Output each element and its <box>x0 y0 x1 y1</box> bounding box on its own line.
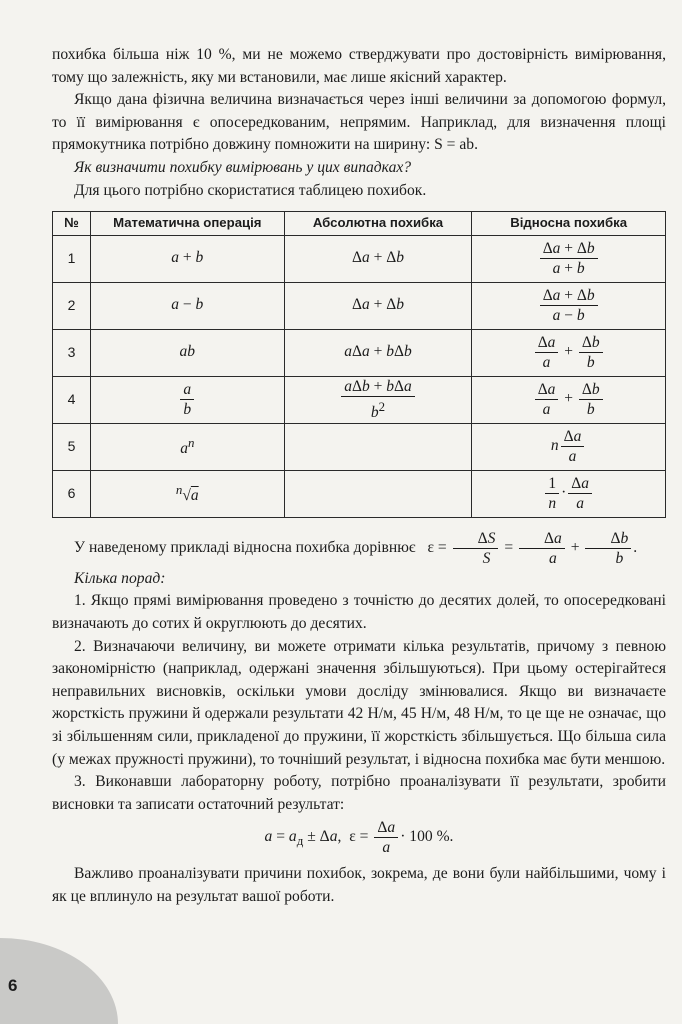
row-number: 5 <box>53 423 91 470</box>
final-paragraph: Важливо проаналізувати причини похибок, зокрема, де вони були найбільшими, чому і як це вплинуло на результат вашої роботи. <box>52 865 666 905</box>
table-row <box>53 470 666 517</box>
tip-1: 1. Якщо прямі вимірювання проведено з точністю до десятих долей, то опосередковані визначають до сотих й округлюють до десятих. <box>52 592 666 632</box>
page-number: 6 <box>8 976 18 995</box>
absolute-cell <box>284 470 472 517</box>
relative-cell: $\frac{\Delta a + \Delta b}{a + b}$ <box>472 235 666 282</box>
final-result-formula: $a = a_д \pm \Delta a$, ε = $\frac{\Delta a}{a}$ · 100 %. <box>264 819 454 857</box>
relative-cell: n $\frac{\Delta a}{a}$ <box>472 423 666 470</box>
col-header-operation: Математична операція <box>90 212 284 236</box>
example-paragraph <box>52 529 666 568</box>
col-header-number: № <box>53 212 91 236</box>
relative-cell: $\frac{\Delta a}{a}$ + $\frac{\Delta b}{b}$ <box>472 329 666 376</box>
table-row <box>53 376 666 423</box>
relative-error-formula: ε = $\frac{\Delta S}{S}$ = $\frac{\Delta a}{a}$ + $\frac{\Delta b}{b}$ . <box>427 529 638 567</box>
table-intro: Для цього потрібно скористатися таблицею похибок. <box>74 181 427 199</box>
operation-cell: a + b <box>90 235 284 282</box>
operation-cell: $a^n$ <box>90 423 284 470</box>
example-text: У наведеному прикладі відносна похибка дорівнює <box>74 538 416 556</box>
row-number: 4 <box>53 376 91 423</box>
operation-cell: $\frac{a}{b}$ <box>90 376 284 423</box>
table-header-row <box>53 212 666 236</box>
error-table <box>52 211 666 518</box>
operation-cell: a − b <box>90 282 284 329</box>
operation-cell: $^n$√a <box>90 470 284 517</box>
table-row <box>53 235 666 282</box>
table-row <box>53 282 666 329</box>
relative-cell: $\frac{\Delta a}{a}$ + $\frac{\Delta b}{b}$ <box>472 376 666 423</box>
operation-cell: ab <box>90 329 284 376</box>
tip-2: 2. Визначаючи величину, ви можете отримати кілька результатів, причому з певною закономірністю (наприклад, одержані значення збільшуються). При цьому остерігайтеся неправильних висновків, оскільки умови досліду змінювалися. Якщо ви визначаєте жорсткість пружини й одержали результати 42 Н/м, 45 Н/м, 48 Н/м, то це ще не означає, що зі збільшенням сили, прикладеної до пружини, її жорсткість збільшується. Що більша сила (у межах пружності пружини), то точніший результат, і відносна похибка має бути меншою. <box>52 637 666 768</box>
row-number: 6 <box>53 470 91 517</box>
paragraph-2: Якщо дана фізична величина визначається через інші величини за допомогою формул, то її вимірювання є опосередкованим, непрямим. Наприклад, для визначення площі прямокутника потрібно довжину помножити на ширину: S = ab. <box>52 91 666 154</box>
tip-3: 3. Виконавши лабораторну роботу, потрібно проаналізувати її результати, зробити висновки та записати остаточний результат: <box>52 773 666 813</box>
table-row <box>53 329 666 376</box>
col-header-relative: Відносна похибка <box>472 212 666 236</box>
tips-title: Кілька порад: <box>74 569 166 587</box>
absolute-cell: $\frac{\text{aΔb + bΔa}}{b^2}$ <box>284 376 472 423</box>
table-row <box>53 423 666 470</box>
row-number: 3 <box>53 329 91 376</box>
row-number: 2 <box>53 282 91 329</box>
relative-cell: $\frac{1}{n}$ · $\frac{\Delta a}{a}$ <box>472 470 666 517</box>
paragraph-1: похибка більша ніж 10 %, ми не можемо стверджувати про достовірність вимірювання, тому що залежність, яку ми встановили, має лише якісний характер. <box>52 46 666 86</box>
absolute-cell: Δa + Δb <box>284 235 472 282</box>
question-text: Як визначити похибку вимірювань у цих випадках? <box>74 158 412 176</box>
row-number: 1 <box>53 235 91 282</box>
relative-cell: $\frac{\Delta a + \Delta b}{a - b}$ <box>472 282 666 329</box>
col-header-absolute: Абсолютна похибка <box>284 212 472 236</box>
page-content <box>52 44 666 908</box>
page-number-corner <box>0 938 118 1024</box>
absolute-cell <box>284 423 472 470</box>
absolute-cell: aΔa + bΔb <box>284 329 472 376</box>
absolute-cell: Δa + Δb <box>284 282 472 329</box>
